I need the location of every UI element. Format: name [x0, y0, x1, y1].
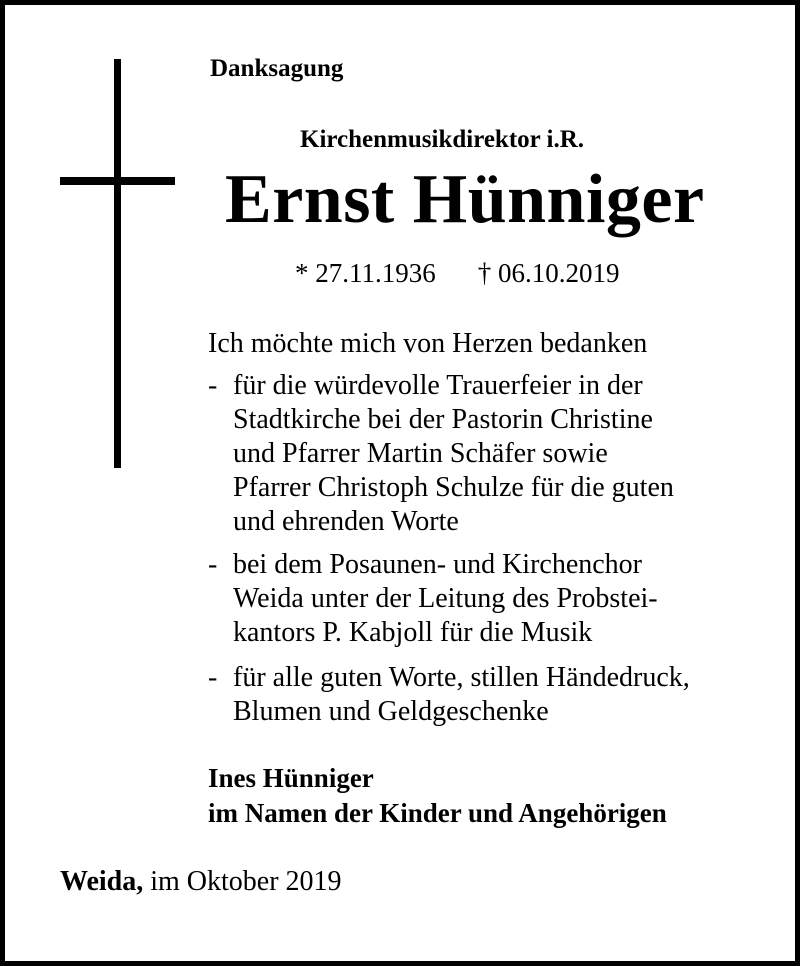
bullet-dash: -: [208, 662, 218, 693]
list-item-line: Pfarrer Christoph Schulze für die guten: [233, 472, 674, 503]
list-item-line: für alle guten Worte, stillen Händedruck,: [233, 662, 690, 693]
deceased-title: Kirchenmusikdirektor i.R.: [300, 126, 585, 153]
city: Weida,: [60, 866, 144, 897]
cross-icon-crossbar: [60, 177, 175, 185]
list-item-line: kantors P. Kabjoll für die Musik: [233, 617, 593, 648]
bullet-dash: -: [208, 370, 218, 401]
list-item-line: und ehrenden Worte: [233, 506, 459, 537]
place-and-date: [60, 866, 342, 898]
birth-date: * 27.11.1936: [295, 258, 436, 288]
bullet-dash: -: [208, 549, 218, 580]
deceased-name: Ernst Hünniger: [225, 161, 705, 238]
list-item-line: Weida unter der Leitung des Probstei-: [233, 583, 658, 614]
signature-subtitle: im Namen der Kinder und Angehörigen: [208, 798, 667, 828]
list-item-line: bei dem Posaunen- und Kirchenchor: [233, 549, 642, 580]
heading: Danksagung: [210, 55, 344, 82]
life-dates: [295, 258, 620, 289]
list-item-line: für die würdevolle Trauerfeier in der: [233, 370, 643, 401]
list-item-line: Stadtkirche bei der Pastorin Christine: [233, 404, 653, 435]
signature-name: Ines Hünniger: [208, 763, 374, 793]
cross-icon: [114, 59, 121, 468]
intro-text: Ich möchte mich von Herzen bedanken: [208, 328, 648, 359]
list-item-line: und Pfarrer Martin Schäfer sowie: [233, 438, 608, 469]
list-item-line: Blumen und Geldgeschenke: [233, 696, 549, 727]
closing-date: im Oktober 2019: [150, 866, 342, 897]
death-date: † 06.10.2019: [477, 258, 620, 288]
